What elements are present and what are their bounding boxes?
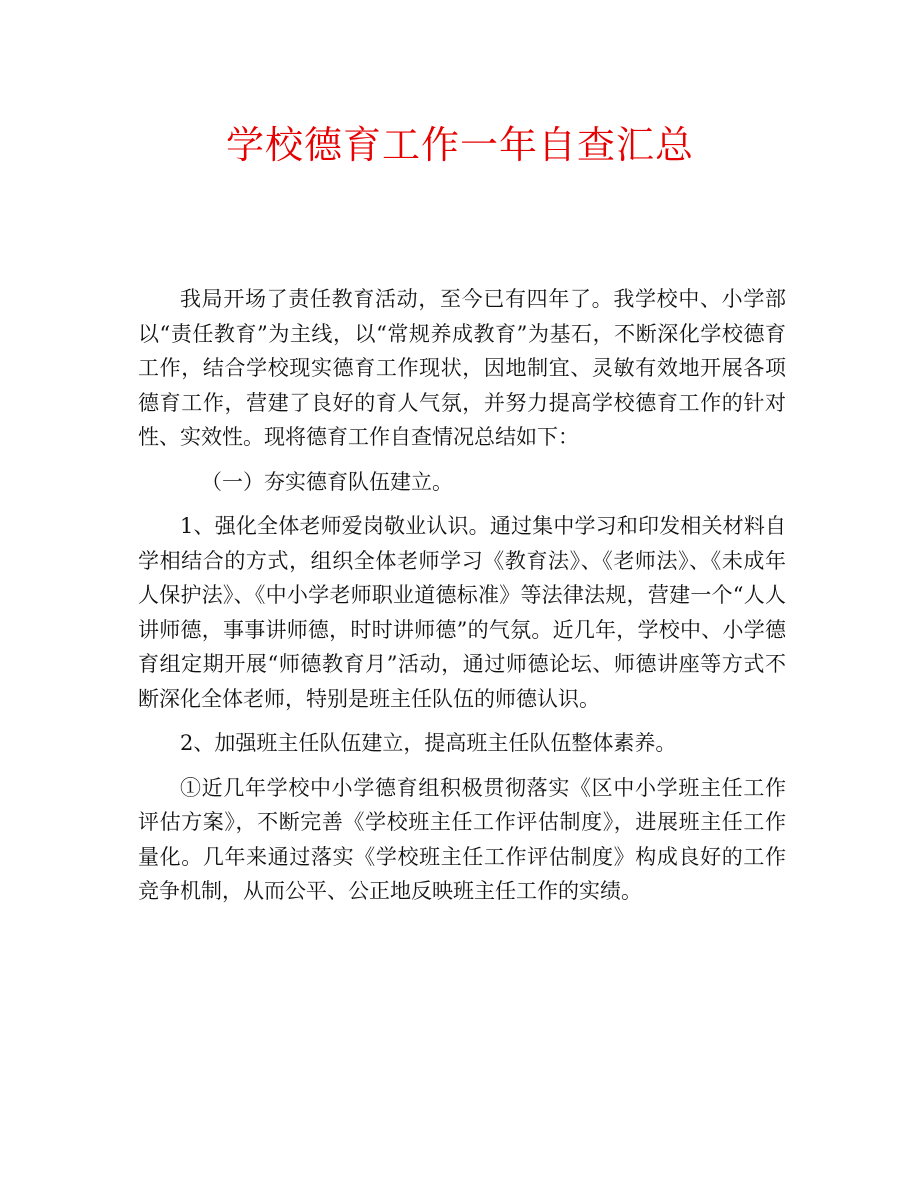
paragraph-intro: 我局开场了责任教育活动，至今已有四年了。我学校中、小学部以“责任教育”为主线，以“常规养成教育”为基石，不断深化学校德育工作，结合学校现实德育工作现状，因地制宜、灵敏有效地开展各项德育工作，营建了良好的育人气氛，并努力提高学校德育工作的针对性、实效性。现将德育工作自查情况总结如下：: [138, 287, 786, 449]
document-title: 学校德育工作一年自查汇总: [225, 123, 694, 167]
paragraph-item-1: 1、强化全体老师爱岗敬业认识。通过集中学习和印发相关材料自学相结合的方式，组织全体老师学习《教育法》、《老师法》、《未成年人保护法》、《中小学老师职业道德标准》等法律法规，营建一个“人人讲师德，事事讲师德，时时讲师德”的气氛。近几年，学校中、小学德育组定期开展“师德教育月”活动，通过师德论坛、师德讲座等方式不断深化全体老师，特别是班主任队伍的师德认识。: [138, 514, 786, 711]
section-heading: （一）夯实德育队伍建立。: [201, 469, 453, 494]
document-body: [138, 282, 786, 909]
paragraph-subitem-1: ①近几年学校中小学德育组积极贯彻落实《区中小学班主任工作评估方案》，不断完善《学校班主任工作评估制度》，进展班主任工作量化。几年来通过落实《学校班主任工作评估制度》构成良好的工作竞争机制，从而公平、公正地反映班主任工作的实绩。: [138, 775, 786, 903]
paragraph-item-2: 2、加强班主任队伍建立，提高班主任队伍整体素养。: [180, 731, 677, 755]
